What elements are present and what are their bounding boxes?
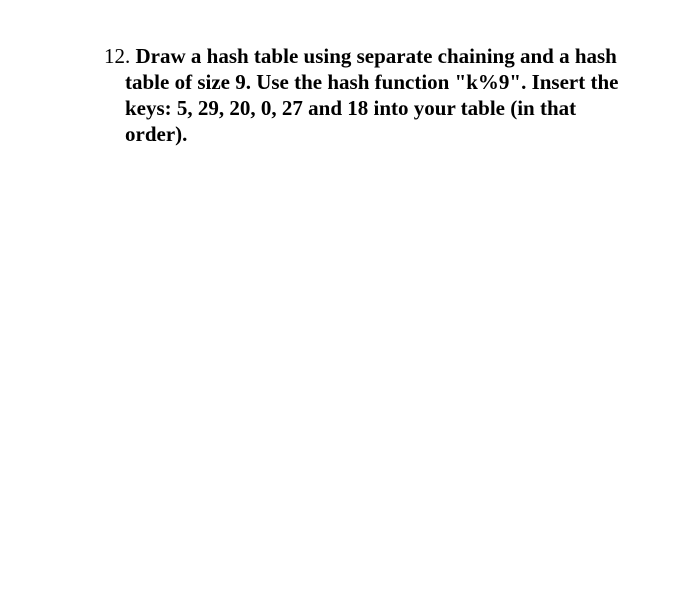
question-text-line-3: keys: 5, 29, 20, 0, 27 and 18 into your table (in that [125,96,577,120]
question-line-1 [104,43,624,69]
question-text-line-1: Draw a hash table using separate chaining and a hash [135,44,617,68]
question-text-line-4: order). [125,122,188,146]
question-12 [104,43,624,147]
question-number: 12. [104,44,131,68]
question-text-line-2: table of size 9. Use the hash function "k%9". Insert the [125,70,619,94]
